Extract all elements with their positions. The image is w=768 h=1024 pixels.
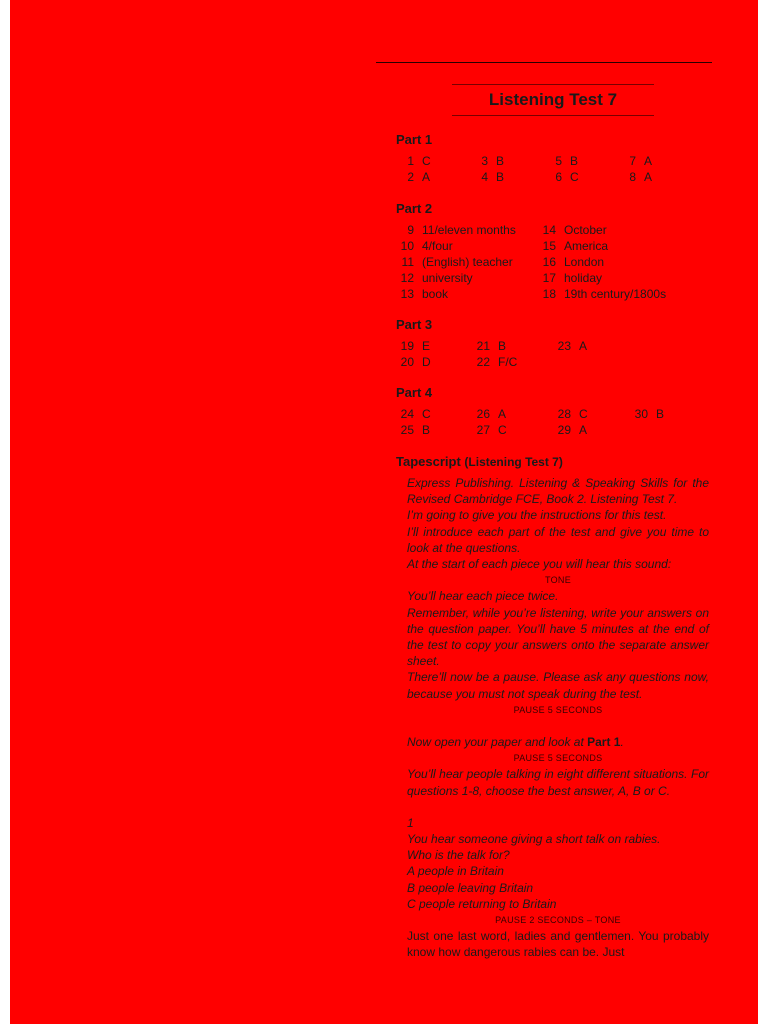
- answer-item: 27 C: [476, 423, 507, 437]
- tapescript-line: Remember, while you’re listening, write your answers on the question paper. You’ll have 5 minutes at the end of the test to copy your answers onto the separate answer sheet.: [407, 605, 709, 669]
- tapescript-line: A people in Britain: [407, 864, 504, 879]
- answer-item: 16 London: [542, 255, 605, 269]
- stage-direction: PAUSE 5 SECONDS: [513, 753, 603, 764]
- stage-direction: TONE: [544, 575, 572, 586]
- answer-item: 13 book: [400, 287, 449, 301]
- part-4-heading: Part 4: [396, 385, 433, 400]
- tapescript-line: You hear someone giving a short talk on rabies.: [407, 832, 661, 847]
- spacer: [407, 718, 709, 734]
- stage-direction: PAUSE 5 SECONDS: [513, 704, 603, 715]
- answer-item: 30 B: [634, 407, 665, 421]
- answer-item: 21 B: [476, 339, 507, 353]
- tapescript-body: [407, 475, 709, 961]
- answer-item: 5 B: [555, 154, 579, 168]
- title-box: [452, 84, 654, 116]
- tapescript-heading: Tapescript (Listening Test 7): [396, 454, 563, 469]
- stage-direction: PAUSE 2 SECONDS – TONE: [495, 915, 621, 926]
- answer-item: 22 F/C: [476, 355, 518, 369]
- tapescript-line: Express Publishing. Listening & Speaking Skills for the Revised Cambridge FCE, Book 2. Listening Test 7.: [407, 476, 709, 507]
- answer-item: 12 university: [400, 271, 473, 285]
- tapescript-line: Who is the talk for?: [407, 848, 510, 863]
- tapescript-line: C people returning to Britain: [407, 896, 557, 911]
- answer-item: 7 A: [629, 154, 653, 168]
- answer-item: 17 holiday: [542, 271, 603, 285]
- tapescript-line: Now open your paper and look at Part 1.: [407, 735, 624, 750]
- answer-item: 18 19th century/1800s: [542, 287, 667, 301]
- answer-item: 9 11/eleven months: [407, 223, 516, 237]
- part-2-heading: Part 2: [396, 201, 433, 216]
- answer-item: 6 C: [555, 170, 579, 184]
- answer-item: 1 C: [407, 154, 431, 168]
- answer-item: 26 A: [476, 407, 507, 421]
- tapescript-line: 1: [407, 815, 414, 830]
- tapescript-line: There’ll now be a pause. Please ask any questions now, because you must not speak during the test.: [407, 670, 709, 701]
- part-3-heading: Part 3: [396, 317, 433, 332]
- part-1-heading: Part 1: [396, 132, 433, 147]
- document-page: [10, 0, 758, 1024]
- answer-item: 28 C: [557, 407, 588, 421]
- answer-item: 4 B: [481, 170, 505, 184]
- answer-item: 19 E: [400, 339, 431, 353]
- answer-item: 11 (English) teacher: [401, 255, 513, 269]
- answer-item: 3 B: [481, 154, 505, 168]
- tapescript-line: At the start of each piece you will hear this sound:: [407, 557, 672, 572]
- tapescript-line: I’m going to give you the instructions for this test.: [407, 508, 667, 523]
- page-title: Listening Test 7: [488, 90, 618, 109]
- answer-item: 15 America: [542, 239, 609, 253]
- answer-item: 8 A: [629, 170, 653, 184]
- answer-item: 24 C: [400, 407, 431, 421]
- tapescript-line: You’ll hear people talking in eight different situations. For questions 1-8, choose the best answer, A, B or C.: [407, 767, 709, 798]
- tapescript-line: I’ll introduce each part of the test and give you time to look at the questions.: [407, 524, 709, 555]
- answer-item: 23 A: [557, 339, 588, 353]
- answer-item: 29 A: [557, 423, 588, 437]
- top-rule: [376, 62, 712, 63]
- answer-item: 14 October: [542, 223, 607, 237]
- answer-item: 25 B: [400, 423, 431, 437]
- answer-item: 10 4/four: [400, 239, 453, 253]
- transcript-text: Just one last word, ladies and gentlemen. You probably know how dangerous rabies can be. Just: [407, 929, 709, 960]
- tapescript-line: You’ll hear each piece twice.: [407, 589, 559, 604]
- answer-item: 20 D: [400, 355, 431, 369]
- spacer: [407, 799, 709, 815]
- tapescript-line: B people leaving Britain: [407, 880, 534, 895]
- answer-item: 2 A: [407, 170, 431, 184]
